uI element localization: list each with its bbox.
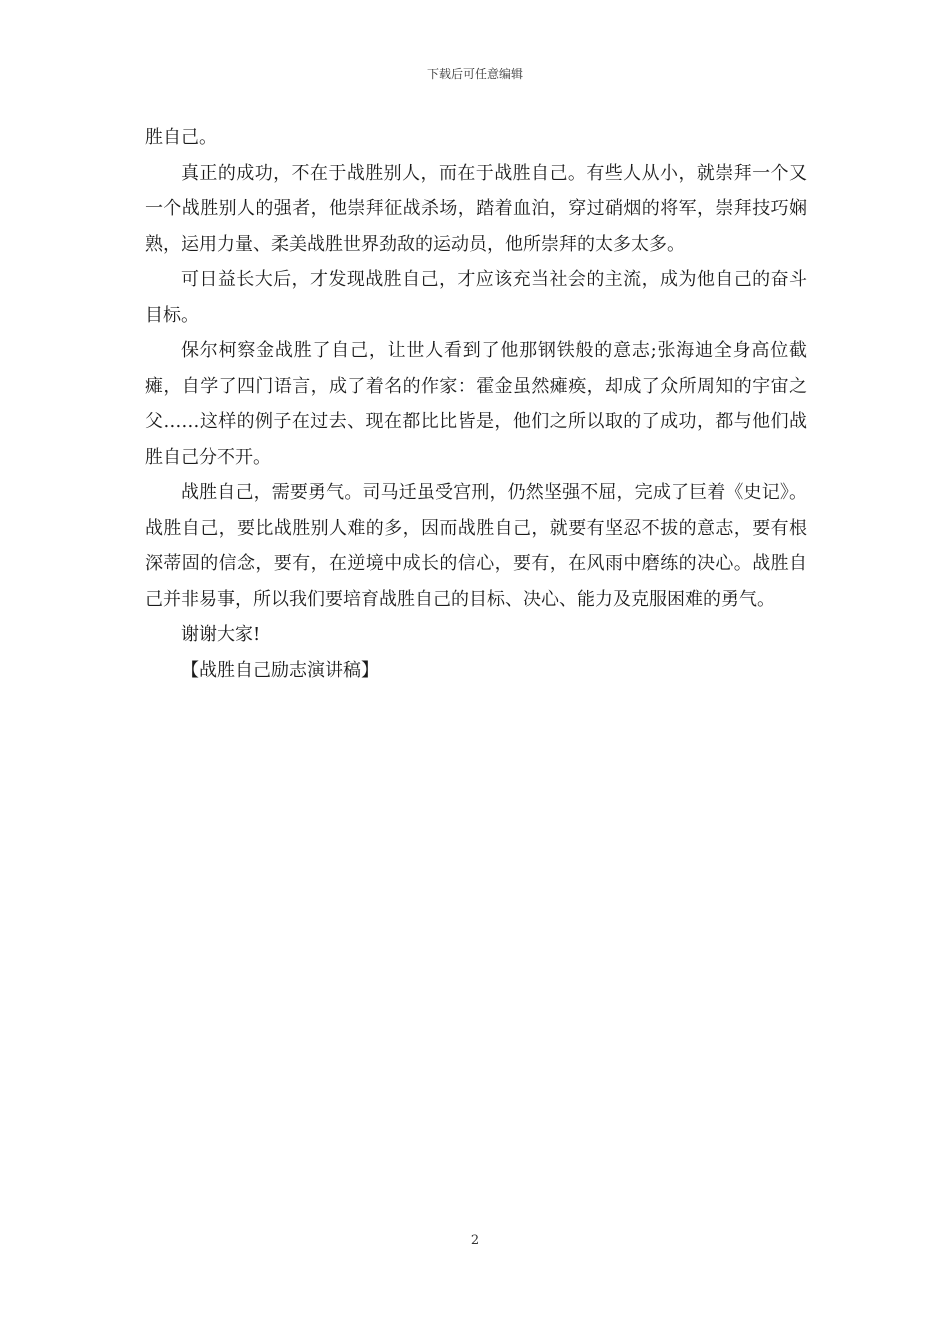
paragraph-continuation: 胜自己。 [145, 127, 217, 148]
paragraph: 可日益长大后，才发现战胜自己，才应该充当社会的主流，成为他自己的奋斗目标。 [145, 269, 807, 326]
page-header: 下载后可任意编辑 [426, 67, 523, 81]
paragraph: 保尔柯察金战胜了自己，让世人看到了他那钢铁般的意志;张海迪全身高位截瘫，自学了四门语言，成了着名的作家：霍金虽然瘫痪，却成了众所周知的宇宙之父……这样的例子在过去、现在都比比皆是，他们之所以取的了成功，都与他们战胜自己分不开。 [145, 340, 807, 468]
page-number: 2 [470, 1233, 480, 1248]
closing-thanks: 谢谢大家! [181, 624, 261, 645]
document-body [145, 120, 807, 688]
document-title-tag: 【战胜自己励志演讲稿】 [181, 659, 379, 681]
paragraph: 战胜自己，需要勇气。司马迁虽受宫刑，仍然坚强不屈，完成了巨着《史记》。战胜自己，要比战胜别人难的多，因而战胜自己，就要有坚忍不拔的意志，要有根深蒂固的信念，要有，在逆境中成长的信心，要有，在风雨中磨练的决心。战胜自己并非易事，所以我们要培育战胜自己的目标、决心、能力及克服困难的勇气。 [145, 482, 807, 610]
paragraph: 真正的成功，不在于战胜别人，而在于战胜自己。有些人从小，就崇拜一个又一个战胜别人的强者，他崇拜征战杀场，踏着血泊，穿过硝烟的将军，崇拜技巧娴熟，运用力量、柔美战胜世界劲敌的运动员，他所崇拜的太多太多。 [145, 162, 807, 255]
